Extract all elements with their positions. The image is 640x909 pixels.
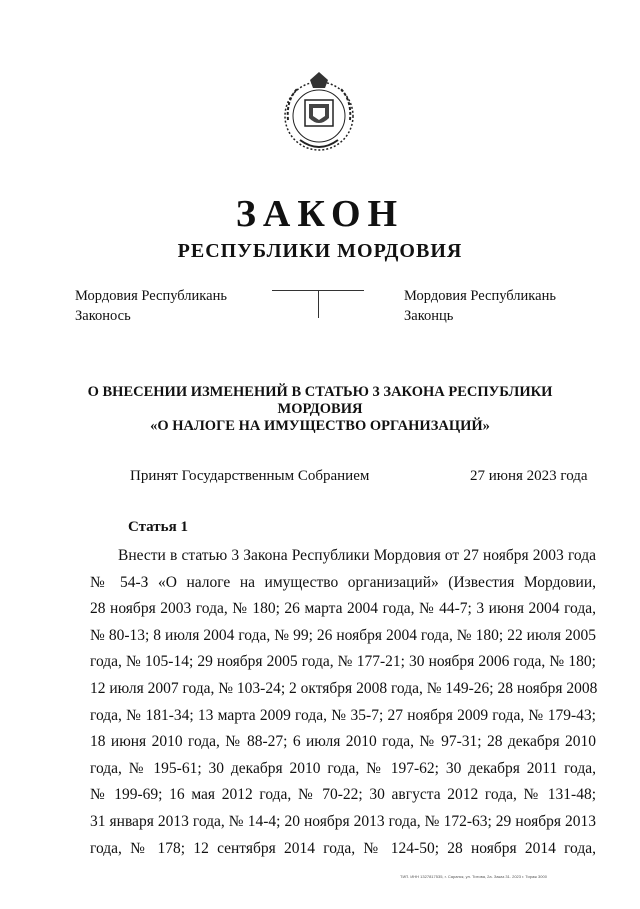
article-heading: Статья 1 bbox=[128, 519, 188, 535]
body-line: 18 июня 2010 года, № 88-27; 6 июля 2010 года, № 97-31; 28 декабря 2010 bbox=[90, 733, 596, 751]
body-line: года, № 181-34; 13 марта 2009 года, № 35-7; 27 ноября 2009 года, № 179-43; bbox=[90, 706, 596, 724]
body-line: № 80-13; 8 июля 2004 года, № 99; 26 ноября 2004 года, № 180; 22 июля 2005 bbox=[90, 626, 596, 644]
adoption-statement: Принят Государственным Собранием bbox=[130, 468, 370, 484]
body-line: года, № 178; 12 сентября 2014 года, № 124-50; 28 ноября 2014 года, bbox=[90, 839, 596, 857]
body-line: № 199-69; 16 мая 2012 года, № 70-22; 30 августа 2012 года, № 131-48; bbox=[90, 786, 596, 804]
body-line: 12 июля 2007 года, № 103-24; 2 октября 2008 года, № 149-26; 28 ноября 2008 bbox=[90, 679, 598, 697]
body-line: № 54-З «О налоге на имущество организаций» (Известия Мордовии, bbox=[90, 573, 596, 591]
article-body bbox=[90, 543, 596, 862]
header-right-line-2: Законць bbox=[404, 308, 454, 324]
header-right-block bbox=[404, 286, 556, 326]
document-subtitle: РЕСПУБЛИКИ МОРДОВИЯ bbox=[177, 240, 463, 262]
body-line: 31 января 2013 года, № 14-4; 20 ноября 2013 года, № 172-63; 29 ноября 2013 bbox=[90, 812, 596, 830]
body-line: года, № 195-61; 30 декабря 2010 года, № 197-62; 30 декабря 2011 года, bbox=[90, 759, 596, 777]
header-left-line-1: Мордовия Республикань bbox=[75, 288, 227, 304]
print-footer: ТИП. ИНН 1327817535, г. Саранск, ул. Титова, 2а. Заказ 31. 2023 г. Тираж 3000 bbox=[400, 874, 547, 879]
header-left-line-2: Законось bbox=[75, 308, 131, 324]
document-title: ЗАКОН bbox=[235, 193, 405, 235]
law-title bbox=[60, 384, 580, 435]
body-line: 28 ноября 2003 года, № 180; 26 марта 2004 года, № 44-7; 3 июня 2004 года, bbox=[90, 600, 596, 618]
law-title-line-1: О ВНЕСЕНИИ ИЗМЕНЕНИЙ В СТАТЬЮ 3 ЗАКОНА РЕСПУБЛИКИ МОРДОВИЯ bbox=[87, 384, 553, 417]
body-line: года, № 105-14; 29 ноября 2005 года, № 177-21; 30 ноября 2006 года, № 180; bbox=[90, 653, 596, 671]
header-left-block bbox=[75, 286, 227, 326]
law-title-line-2: «О НАЛОГЕ НА ИМУЩЕСТВО ОРГАНИЗАЦИЙ» bbox=[150, 418, 490, 434]
coat-of-arms-icon bbox=[280, 70, 358, 158]
header-right-line-1: Мордовия Республикань bbox=[404, 288, 556, 304]
header-divider-vertical bbox=[318, 290, 319, 318]
body-line: Внести в статью 3 Закона Республики Мордовия от 27 ноября 2003 года bbox=[118, 547, 596, 564]
adoption-date: 27 июня 2023 года bbox=[470, 468, 588, 484]
